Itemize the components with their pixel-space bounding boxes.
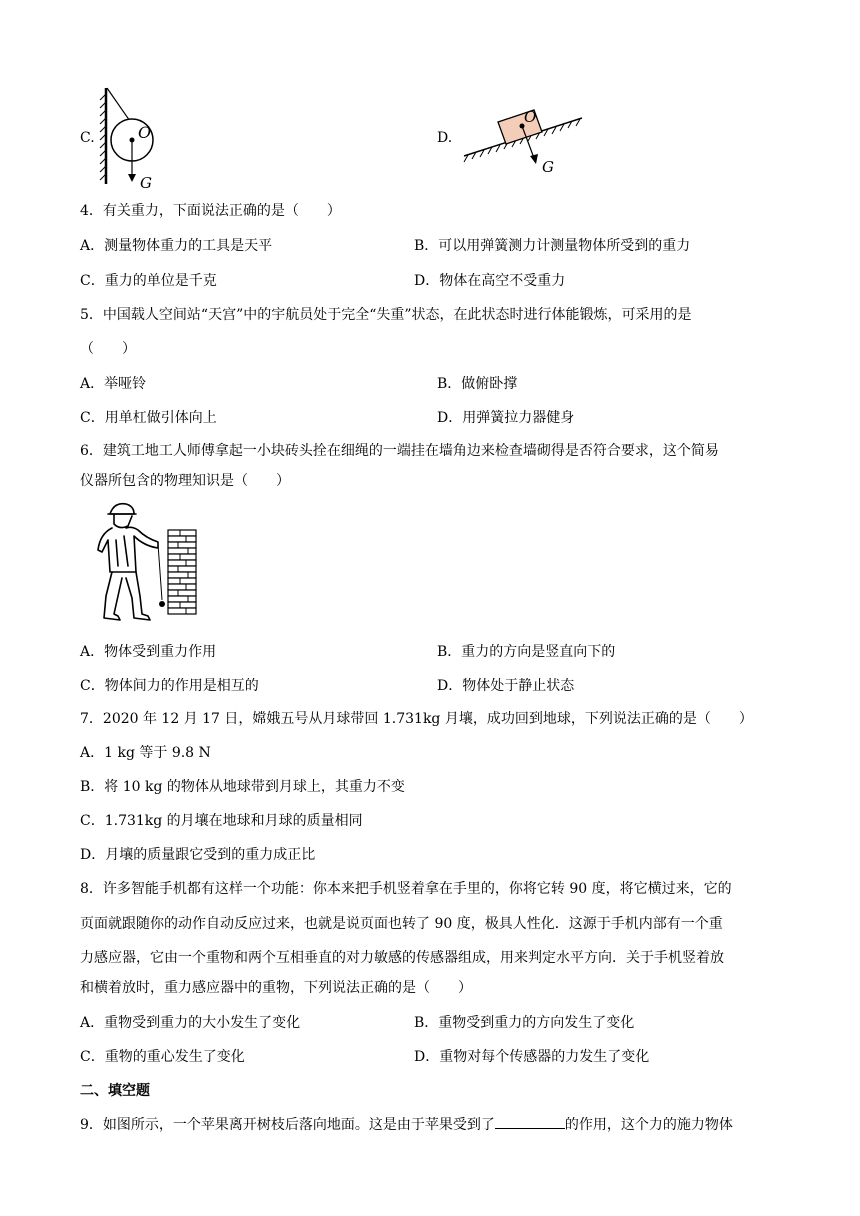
q3-option-c-label: C.	[80, 130, 95, 146]
q8-stem-line3: 力感应器，它由一个重物和两个互相垂直的对力敏感的传感器组成，用来判定水平方向．关于手机竖着放	[80, 950, 724, 966]
q7-option-d: D．月壤的质量跟它受到的重力成正比	[80, 847, 316, 863]
q4-option-b: B．可以用弹簧测力计测量物体所受到的重力	[414, 238, 691, 254]
q4-option-c: C．重力的单位是千克	[80, 273, 217, 289]
q5-option-a: A．举哑铃	[80, 376, 147, 392]
q6-stem-line1: 6．建筑工地工人师傅拿起一小块砖头拴在细绳的一端挂在墙角边来检查墙砌得是否符合要求，这个简易	[80, 443, 719, 459]
fig-d-letter-o: O	[524, 108, 537, 126]
q5-stem-line1: 5．中国载人空间站“天宫”中的宇航员处于完全“失重”状态，在此状态时进行体能锻炼，可采用的是	[80, 307, 692, 323]
q4-option-d: D．物体在高空不受重力	[414, 273, 566, 289]
q8-option-a: A．重物受到重力的大小发生了变化	[80, 1015, 301, 1031]
q7-stem: 7．2020 年 12 月 17 日，嫦娥五号从月球带回 1.731kg 月壤，成功回到地球，下列说法正确的是（ ）	[80, 711, 753, 727]
q3-figure-c	[92, 86, 172, 196]
fig-c-letter-g: G	[140, 174, 152, 192]
q8-stem-line2: 页面就跟随你的动作自动反应过来，也就是说页面也转了 90 度，极具人性化．这源于手机内部有一个重	[80, 916, 723, 932]
q6-option-b: B．重力的方向是竖直向下的	[437, 644, 616, 660]
q5-stem-line2: （ ）	[80, 341, 136, 357]
q5-option-b: B．做俯卧撑	[437, 376, 518, 392]
q5-option-d: D．用弹簧拉力器健身	[437, 410, 575, 426]
q8-option-d: D．重物对每个传感器的力发生了变化	[414, 1049, 650, 1065]
q3-figure-d	[458, 96, 590, 180]
q5-option-c: C．用单杠做引体向上	[80, 410, 217, 426]
q9-answer-blank[interactable]	[495, 1114, 565, 1129]
q6-option-c: C．物体间力的作用是相互的	[80, 678, 259, 694]
q8-option-b: B．重物受到重力的方向发生了变化	[414, 1015, 635, 1031]
q9-stem-before: 9．如图所示，一个苹果离开树枝后落向地面。这是由于苹果受到了	[80, 1117, 495, 1133]
q6-worker-figure	[92, 500, 204, 626]
fig-c-letter-o: O	[138, 123, 152, 142]
q9-stem	[80, 1114, 733, 1135]
fig-d-letter-g: G	[542, 158, 554, 176]
q7-option-a: A．1 kg 等于 9.8 N	[80, 745, 211, 761]
q8-stem-line1: 8．许多智能手机都有这样一个功能：你本来把手机竖着拿在手里的，你将它转 90 度，将它横过来，它的	[80, 881, 732, 897]
q6-option-d: D．物体处于静止状态	[437, 678, 575, 694]
q6-stem-line2: 仪器所包含的物理知识是（ ）	[80, 473, 290, 489]
q6-option-a: A．物体受到重力作用	[80, 644, 217, 660]
q4-stem: 4．有关重力，下面说法正确的是（ ）	[80, 203, 341, 219]
q8-option-c: C．重物的重心发生了变化	[80, 1049, 245, 1065]
q7-option-b: B．将 10 kg 的物体从地球带到月球上，其重力不变	[80, 779, 405, 795]
q8-stem-line4: 和横着放时，重力感应器中的重物，下列说法正确的是（ ）	[80, 980, 472, 996]
section-title: 二、填空题	[80, 1083, 150, 1099]
q9-stem-after: 的作用，这个力的施力物体	[564, 1117, 733, 1133]
q3-option-d-label: D.	[437, 130, 453, 146]
q7-option-c: C．1.731kg 的月壤在地球和月球的质量相同	[80, 813, 363, 829]
q4-option-a: A．测量物体重力的工具是天平	[80, 238, 273, 254]
